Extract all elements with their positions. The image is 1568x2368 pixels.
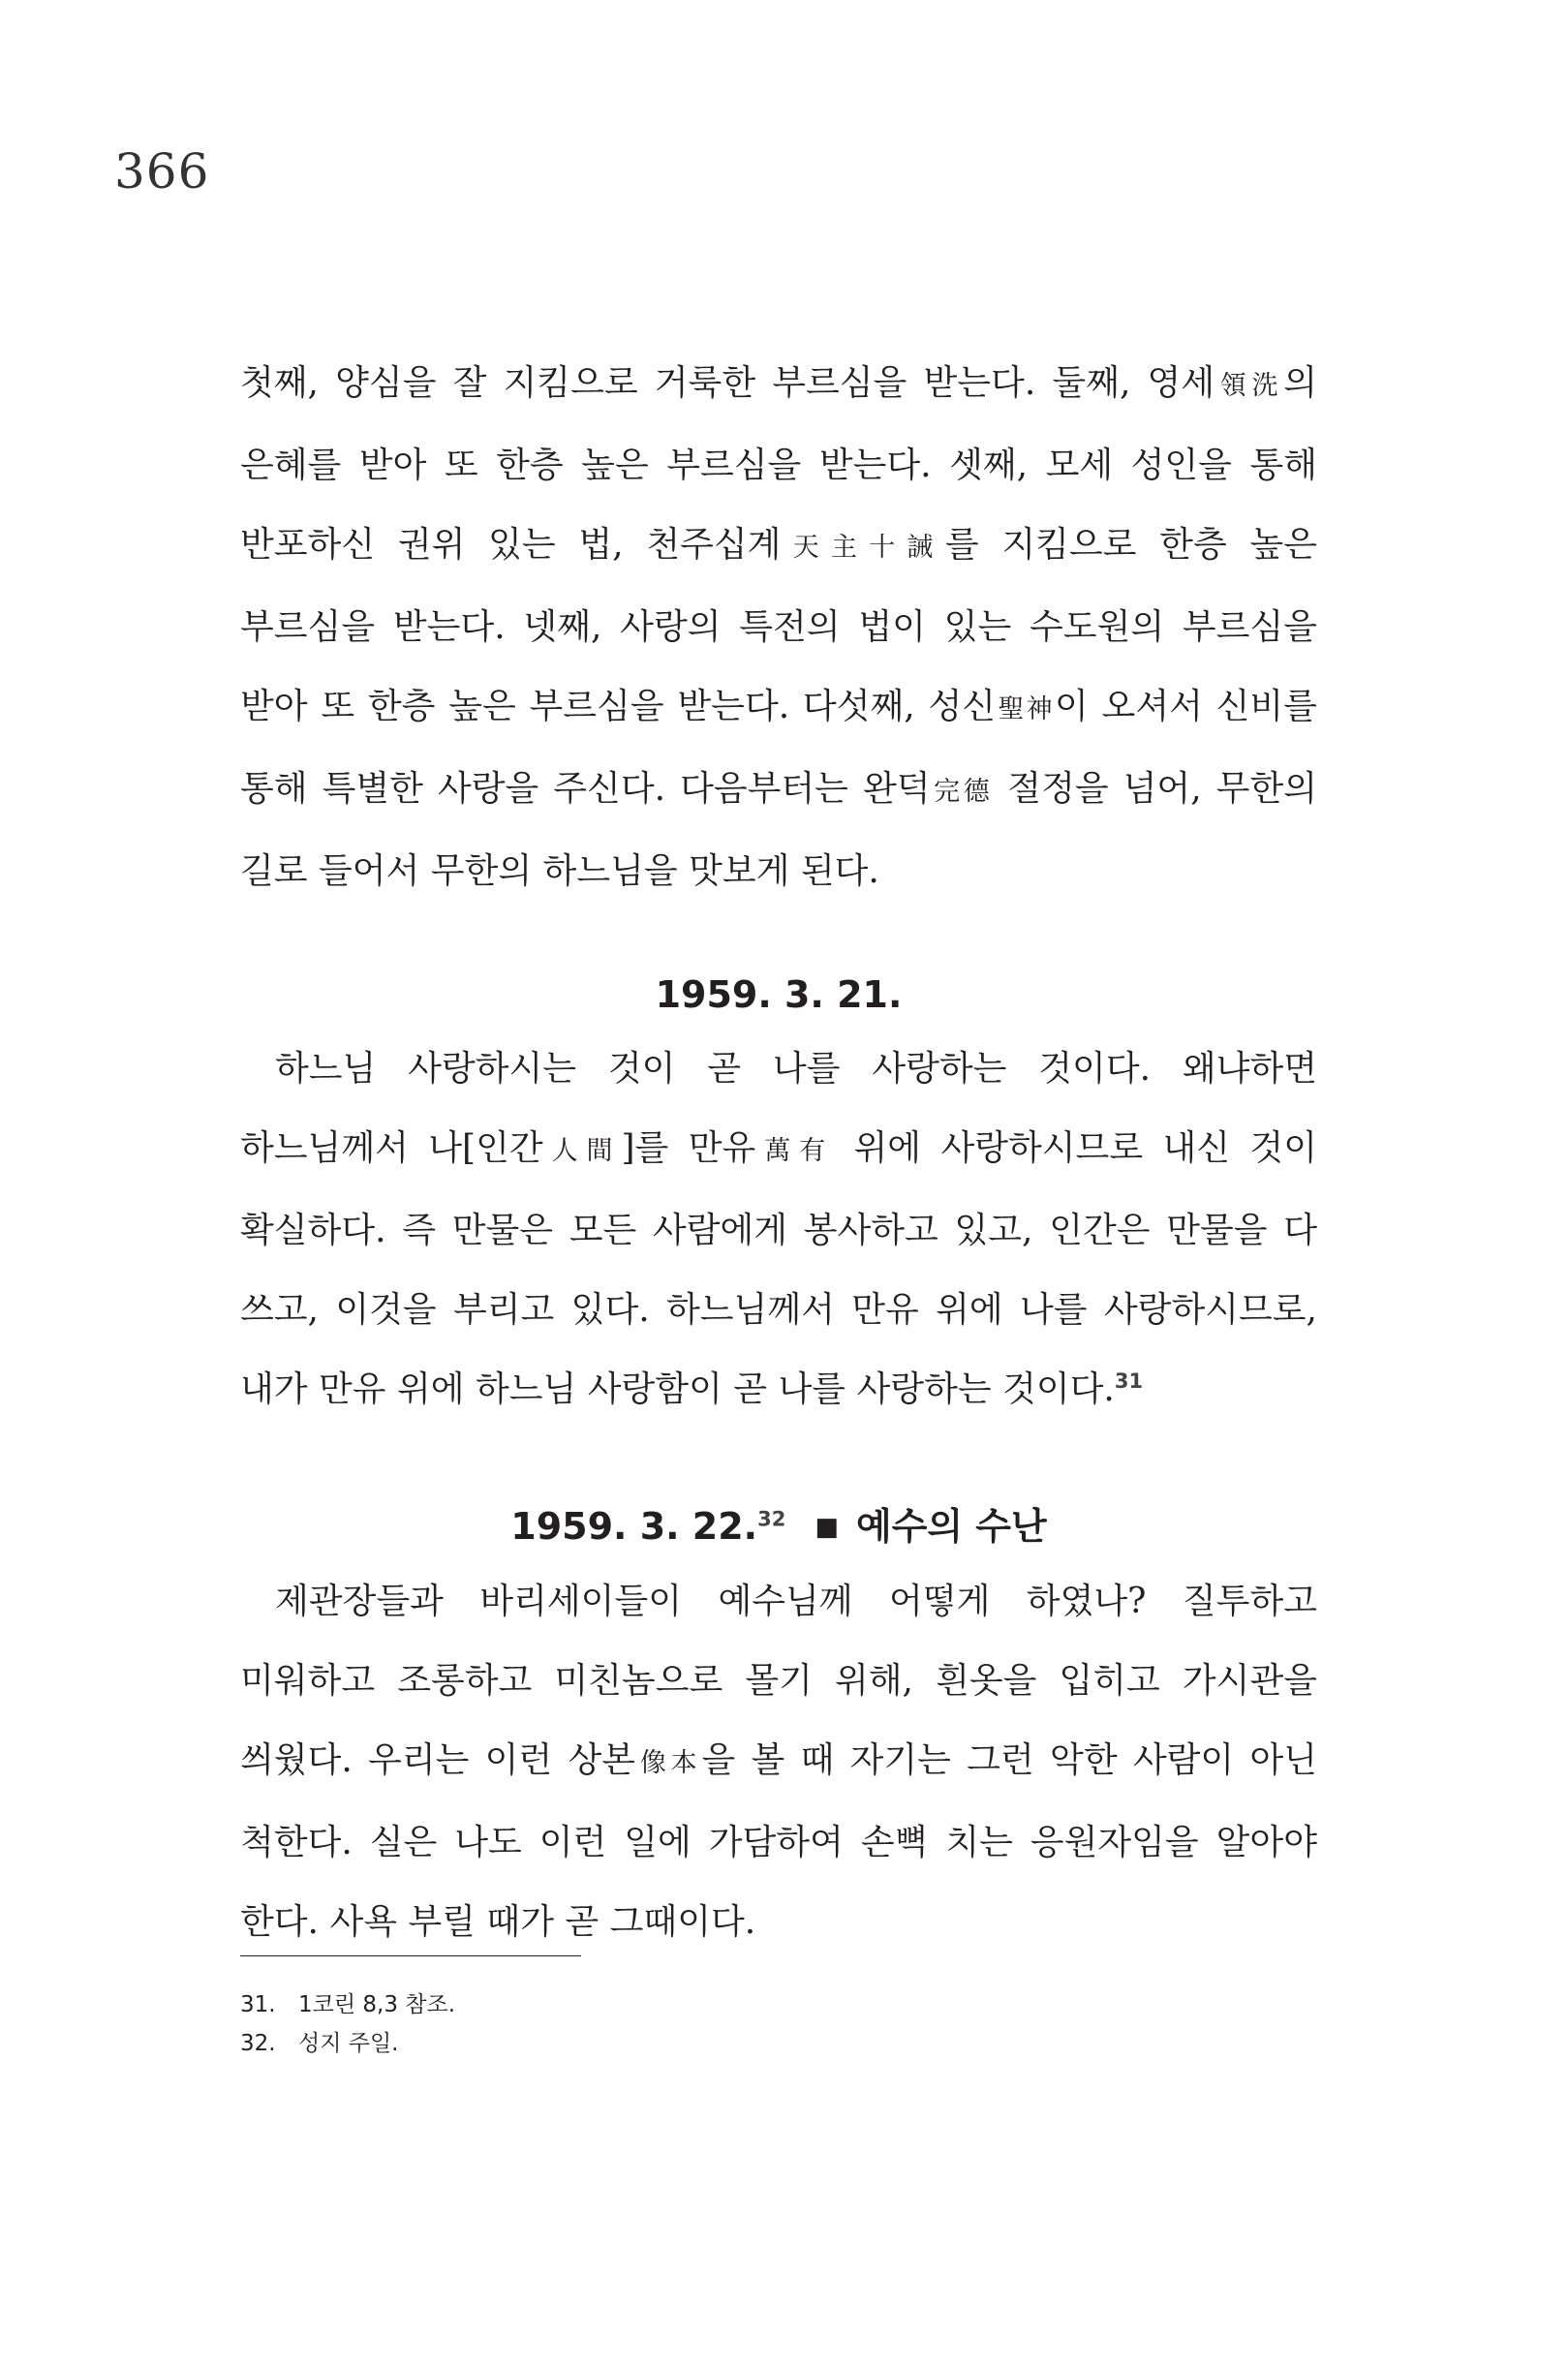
- body-text: [240, 344, 1317, 1962]
- footnote-ref[interactable]: 32: [757, 1507, 786, 1531]
- hanja-gloss: 天主十誡: [781, 533, 945, 563]
- entry-paragraph: [240, 1562, 1317, 1962]
- text-run: 의 은혜를 받아 또 한층 높은 부르심을 받는다. 셋째, 모세 성인을 통해 반포하신 권위 있는 법, 천주십계: [240, 363, 1317, 565]
- hanja-gloss: 領洗: [1214, 371, 1284, 401]
- footnote-number: 32.: [240, 2031, 276, 2056]
- hanja-gloss: 人間: [542, 1136, 622, 1166]
- text-run: ]를 만유: [621, 1128, 756, 1168]
- text-run: 하느님 사랑하시는 것이 곧 나를 사랑하는 것이다. 왜냐하면 하느님께서 나[인간: [240, 1049, 1317, 1168]
- intro-paragraph: [240, 344, 1317, 911]
- footnote-ref[interactable]: 31: [1114, 1369, 1144, 1393]
- text-run: 을 볼 때 자기는 그런 악한 사람이 아닌 척한다. 실은 나도 이런 일에 가담하여 손뼉 치는 응원자임을 알아야 한다. 사욕 부릴 때가 곧 그때이다.: [240, 1740, 1318, 1942]
- page-number: 366: [114, 143, 210, 200]
- hanja-gloss: 完德: [930, 777, 994, 807]
- entry-date-heading: [240, 966, 1317, 1024]
- text-run: 첫째, 양심을 잘 지킴으로 거룩한 부르심을 받는다. 둘째, 영세: [240, 363, 1215, 403]
- footnotes: [240, 1985, 455, 2063]
- footnote-number: 31.: [240, 1992, 276, 2017]
- entry-date-heading: [240, 1497, 1317, 1556]
- text-run: 제관장들과 바리세이들이 예수님께 어떻게 하였나? 질투하고 미워하고 조롱하고 미친놈으로 몰기 위해, 흰옷을 입히고 가시관을 씌웠다. 우리는 이런 상본: [240, 1582, 1317, 1780]
- footnote-item: [240, 1985, 455, 2024]
- entry-paragraph: [240, 1030, 1317, 1430]
- hanja-gloss: 萬有: [755, 1136, 835, 1166]
- footnote-item: [240, 2024, 455, 2063]
- entry-title: 예수의 수난: [855, 1505, 1047, 1548]
- text-run: 이 오셔서 신비를 통해 특별한 사랑을 주신다. 다음부터는 완덕: [240, 687, 1317, 809]
- hanja-gloss: 像本: [635, 1748, 702, 1778]
- entry-date: 1959. 3. 22.: [510, 1505, 758, 1548]
- square-bullet-icon: ■: [815, 1513, 839, 1542]
- footnote-text: 1코린 8,3 참조.: [298, 1992, 456, 2017]
- hanja-gloss: 聖神: [996, 694, 1056, 724]
- entry-date: 1959. 3. 21.: [655, 973, 903, 1016]
- text-run: 를 지킴으로 한층 높은 부르심을 받는다. 넷째, 사랑의 특전의 법이 있는 수도원의 부르심을 받아 또 한층 높은 부르심을 받는다. 다섯째, 성신: [240, 525, 1317, 726]
- footnote-divider: [240, 1955, 581, 1956]
- text-run: 위에 사랑하시므로 내신 것이 확실하다. 즉 만물은 모든 사람에게 봉사하고 있고, 인간은 만물을 다 쓰고, 이것을 부리고 있다. 하느님께서 만유 위에 나를 사랑하시므로, 내가 만유 위에 하느님 사랑함이 곧 나를 사랑하는 것이다.: [240, 1128, 1317, 1409]
- text-run: 절정을 넘어, 무한의 길로 들어서 무한의 하느님을 맛보게 된다.: [240, 769, 1318, 891]
- footnote-text: 성지 주일.: [298, 2031, 399, 2056]
